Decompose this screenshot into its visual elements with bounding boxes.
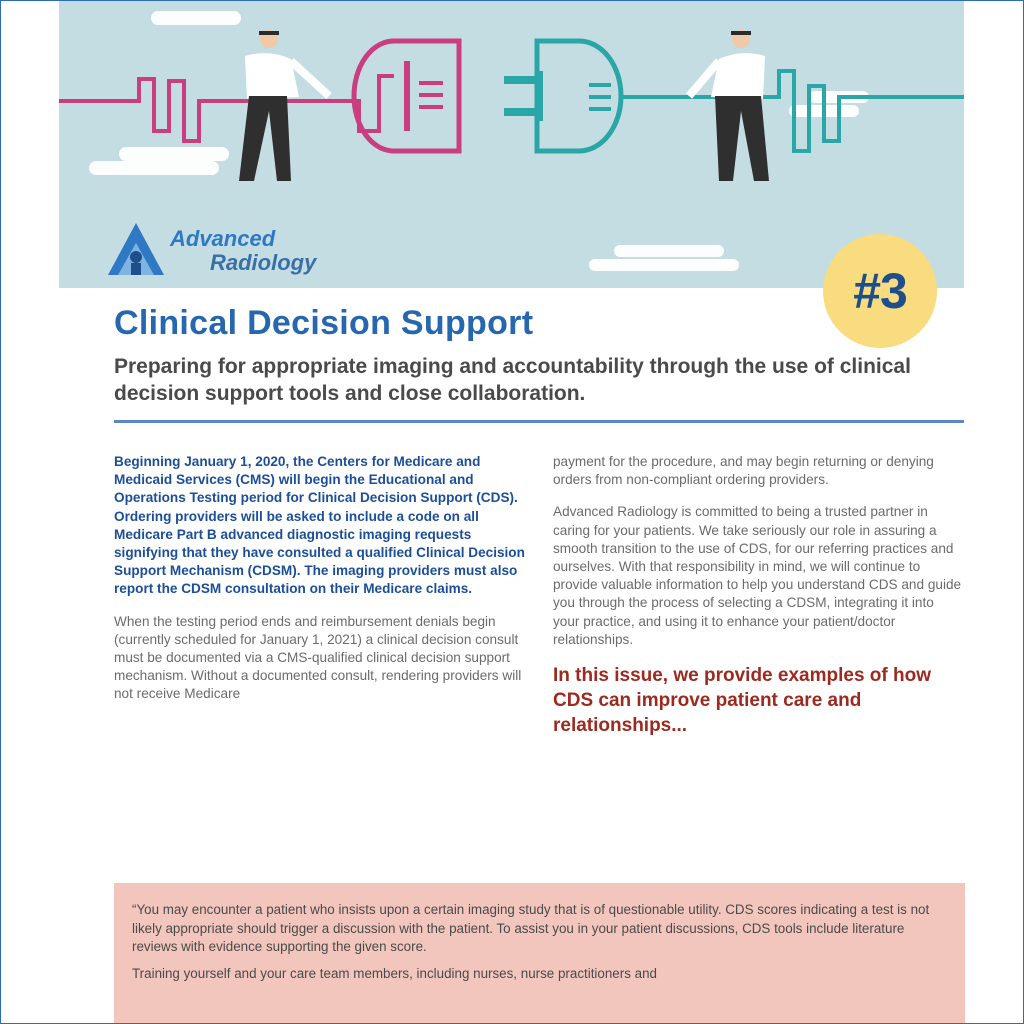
logo-wordmark <box>170 227 316 275</box>
continuation-paragraph: payment for the procedure, and may begin returning or denying orders from non-compliant ordering providers. <box>553 454 934 488</box>
advanced-radiology-logo <box>106 219 366 279</box>
logo-mark-icon <box>106 219 166 279</box>
issue-number-badge <box>823 234 937 348</box>
pink-plug-icon <box>354 41 459 151</box>
quote-paragraph-2: Training yourself and your care team members, including nurses, nurse practitioners and <box>132 965 657 981</box>
logo-line-radiology: Radiology <box>210 250 317 275</box>
person-right-icon <box>689 30 769 181</box>
testing-period-paragraph: When the testing period ends and reimbursement denials begin (currently scheduled for January 1, 2021) a clinical decision consult must be documented via a CMS-qualified clinical decision support mechanism. Without a documented consult, rendering providers will not receive Medicare <box>114 613 522 702</box>
intro-paragraph: Beginning January 1, 2020, the Centers for Medicare and Medicaid Services (CMS) will begin the Educational and Operations Testing period for Clinical Decision Support (CDS). Ordering providers will be asked to include a code on all Medicare Part B advanced diagnostic imaging requests signifying that they have consulted a qualified Clinical Decision Support Mechanism (CDSM). The imaging providers must also report the CDSM consultation on their Medicare claims. <box>114 454 525 597</box>
teal-cable-icon <box>621 71 964 151</box>
left-column <box>114 453 529 718</box>
issue-callout: In this issue, we provide examples of how CDS can improve patient care and relationships... <box>553 665 931 737</box>
quote-box-content <box>132 901 947 991</box>
right-column <box>553 453 963 738</box>
issue-number-text: #3 <box>853 263 907 319</box>
commitment-paragraph: Advanced Radiology is committed to being a trusted partner in caring for your patients. We take seriously our role in assuring a smooth transition to the use of CDS, for our referring practices and ourselves. With that responsibility in mind, we will continue to provide valuable information to help you understand CDS and guide you through the process of selecting a CDSM, integrating it into your practice, and using it to enhance your patient/doctor relationships. <box>553 504 962 647</box>
page-title: Clinical Decision Support <box>114 304 534 342</box>
title-divider <box>114 420 964 423</box>
page-subtitle: Preparing for appropriate imaging and accountability through the use of clinical decision support tools and close collaboration. <box>114 355 911 405</box>
logo-line-advanced: Advanced <box>170 226 276 251</box>
pink-cable-icon <box>59 76 394 141</box>
quote-box <box>114 883 965 1024</box>
teal-plug-icon <box>504 41 621 151</box>
quote-paragraph-1: “You may encounter a patient who insists upon a certain imaging study that is of questionable utility. CDS scores indicating a test is not likely appropriate should trigger a discussion with the patient. To assist you in your patient discussions, CDS tools include literature reviews with evidence supporting the given score. <box>132 902 930 954</box>
person-left-icon <box>239 30 329 181</box>
